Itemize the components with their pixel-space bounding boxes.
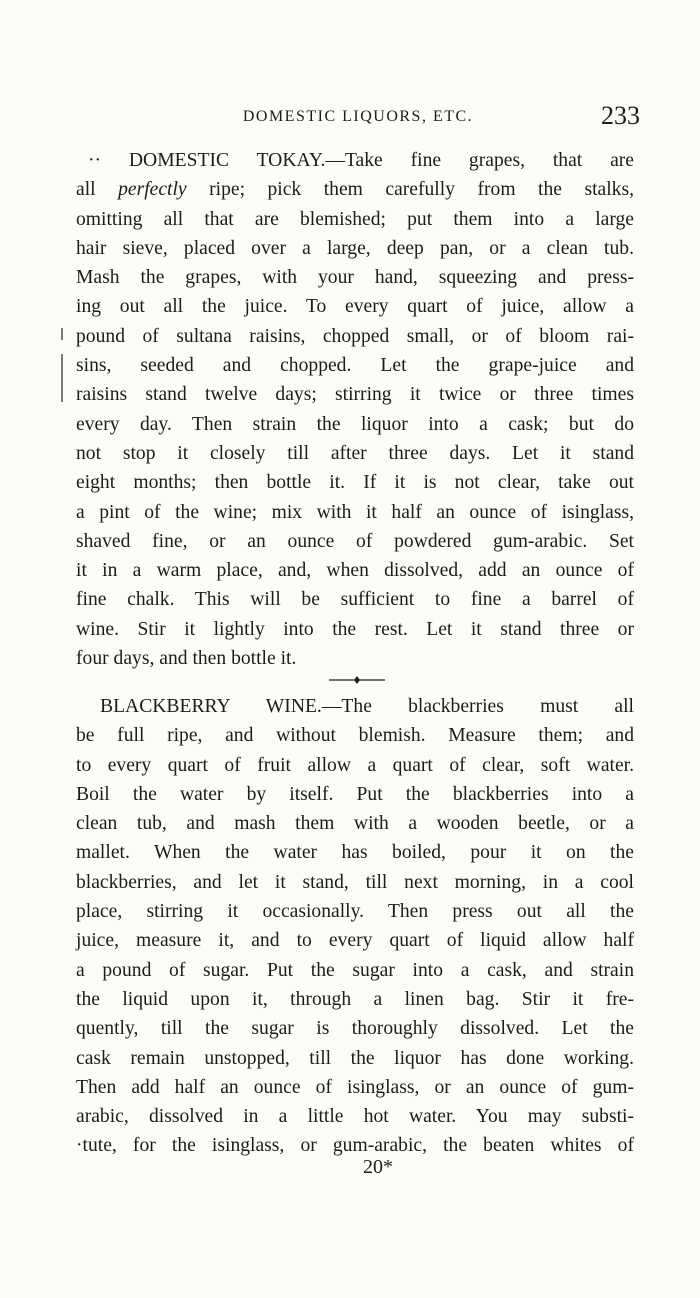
text-line: all perfectly ripe; pick them carefully from the stalks, bbox=[76, 179, 634, 201]
text-line: quently, till the sugar is thoroughly dissolved. Let the bbox=[76, 1018, 634, 1040]
running-title: DOMESTIC LIQUORS, ETC. bbox=[242, 108, 474, 125]
text-line: be full ripe, and without blemish. Measure them; and bbox=[76, 725, 634, 747]
text-line: raisins stand twelve days; stirring it twice or three times bbox=[76, 384, 634, 406]
text-line: not stop it closely till after three days. Let it stand bbox=[76, 442, 634, 464]
text-line: to every quart of fruit allow a quart of clear, soft water. bbox=[76, 754, 634, 776]
text-line: sins, seeded and chopped. Let the grape-juice and bbox=[76, 355, 634, 377]
text-line: a pound of sugar. Put the sugar into a cask, and strain bbox=[76, 959, 634, 981]
text-line: Then add half an ounce of isinglass, or an ounce of gum- bbox=[76, 1076, 634, 1098]
text-line: arabic, dissolved in a little hot water. You may substi- bbox=[76, 1106, 634, 1128]
text-line: eight months; then bottle it. If it is not clear, take out bbox=[76, 472, 634, 494]
text-line: blackberries, and let it stand, till next morning, in a cool bbox=[76, 871, 634, 893]
text-line: Mash the grapes, with your hand, squeezing and press- bbox=[76, 267, 634, 289]
section-divider-ornament bbox=[329, 675, 385, 685]
emphasis-word: perfectly bbox=[118, 179, 187, 201]
recipe-domestic-tokay bbox=[76, 146, 634, 673]
text-line: clean tub, and mash them with a wooden beetle, or a bbox=[76, 813, 634, 835]
recipe-blackberry-wine bbox=[76, 692, 634, 1161]
text-line: omitting all that are blemished; put them into a large bbox=[76, 208, 634, 230]
text-line: four days, and then bottle it. bbox=[76, 648, 297, 670]
text-line: ·· DOMESTIC TOKAY.—Take fine grapes, that are bbox=[88, 150, 634, 171]
text-line: cask remain unstopped, till the liquor has done working. bbox=[76, 1047, 634, 1069]
running-head bbox=[76, 103, 640, 135]
margin-mark bbox=[60, 328, 64, 402]
text-line: hair sieve, placed over a large, deep pan, or a clean tub. bbox=[76, 237, 634, 259]
text-line: Boil the water by itself. Put the blackberries into a bbox=[76, 783, 634, 805]
text-line: wine. Stir it lightly into the rest. Let it stand three or bbox=[76, 618, 634, 640]
text-line: a pint of the wine; mix with it half an ounce of isinglass, bbox=[76, 501, 634, 523]
page-number: 233 bbox=[601, 101, 640, 130]
text-line: fine chalk. This will be sufficient to fine a barrel of bbox=[76, 589, 634, 611]
text-line: ·tute, for the isinglass, or gum-arabic, the beaten whites of bbox=[76, 1135, 634, 1157]
text-line: mallet. When the water has boiled, pour it on the bbox=[76, 842, 634, 864]
text-line: BLACKBERRY WINE.—The blackberries must all bbox=[100, 696, 634, 717]
signature-mark: 20* bbox=[363, 1156, 393, 1178]
text-line: pound of sultana raisins, chopped small, or of bloom rai- bbox=[76, 325, 634, 347]
text-line: place, stirring it occasionally. Then press out all the bbox=[76, 901, 634, 923]
text-line: every day. Then strain the liquor into a cask; but do bbox=[76, 413, 634, 435]
text-line: the liquid upon it, through a linen bag. Stir it fre- bbox=[76, 988, 634, 1010]
text-line: shaved fine, or an ounce of powdered gum-arabic. Set bbox=[76, 530, 634, 552]
text-line: juice, measure it, and to every quart of liquid allow half bbox=[76, 930, 634, 952]
text-line: it in a warm place, and, when dissolved, add an ounce of bbox=[76, 560, 634, 582]
text-line: ing out all the juice. To every quart of juice, allow a bbox=[76, 296, 634, 318]
